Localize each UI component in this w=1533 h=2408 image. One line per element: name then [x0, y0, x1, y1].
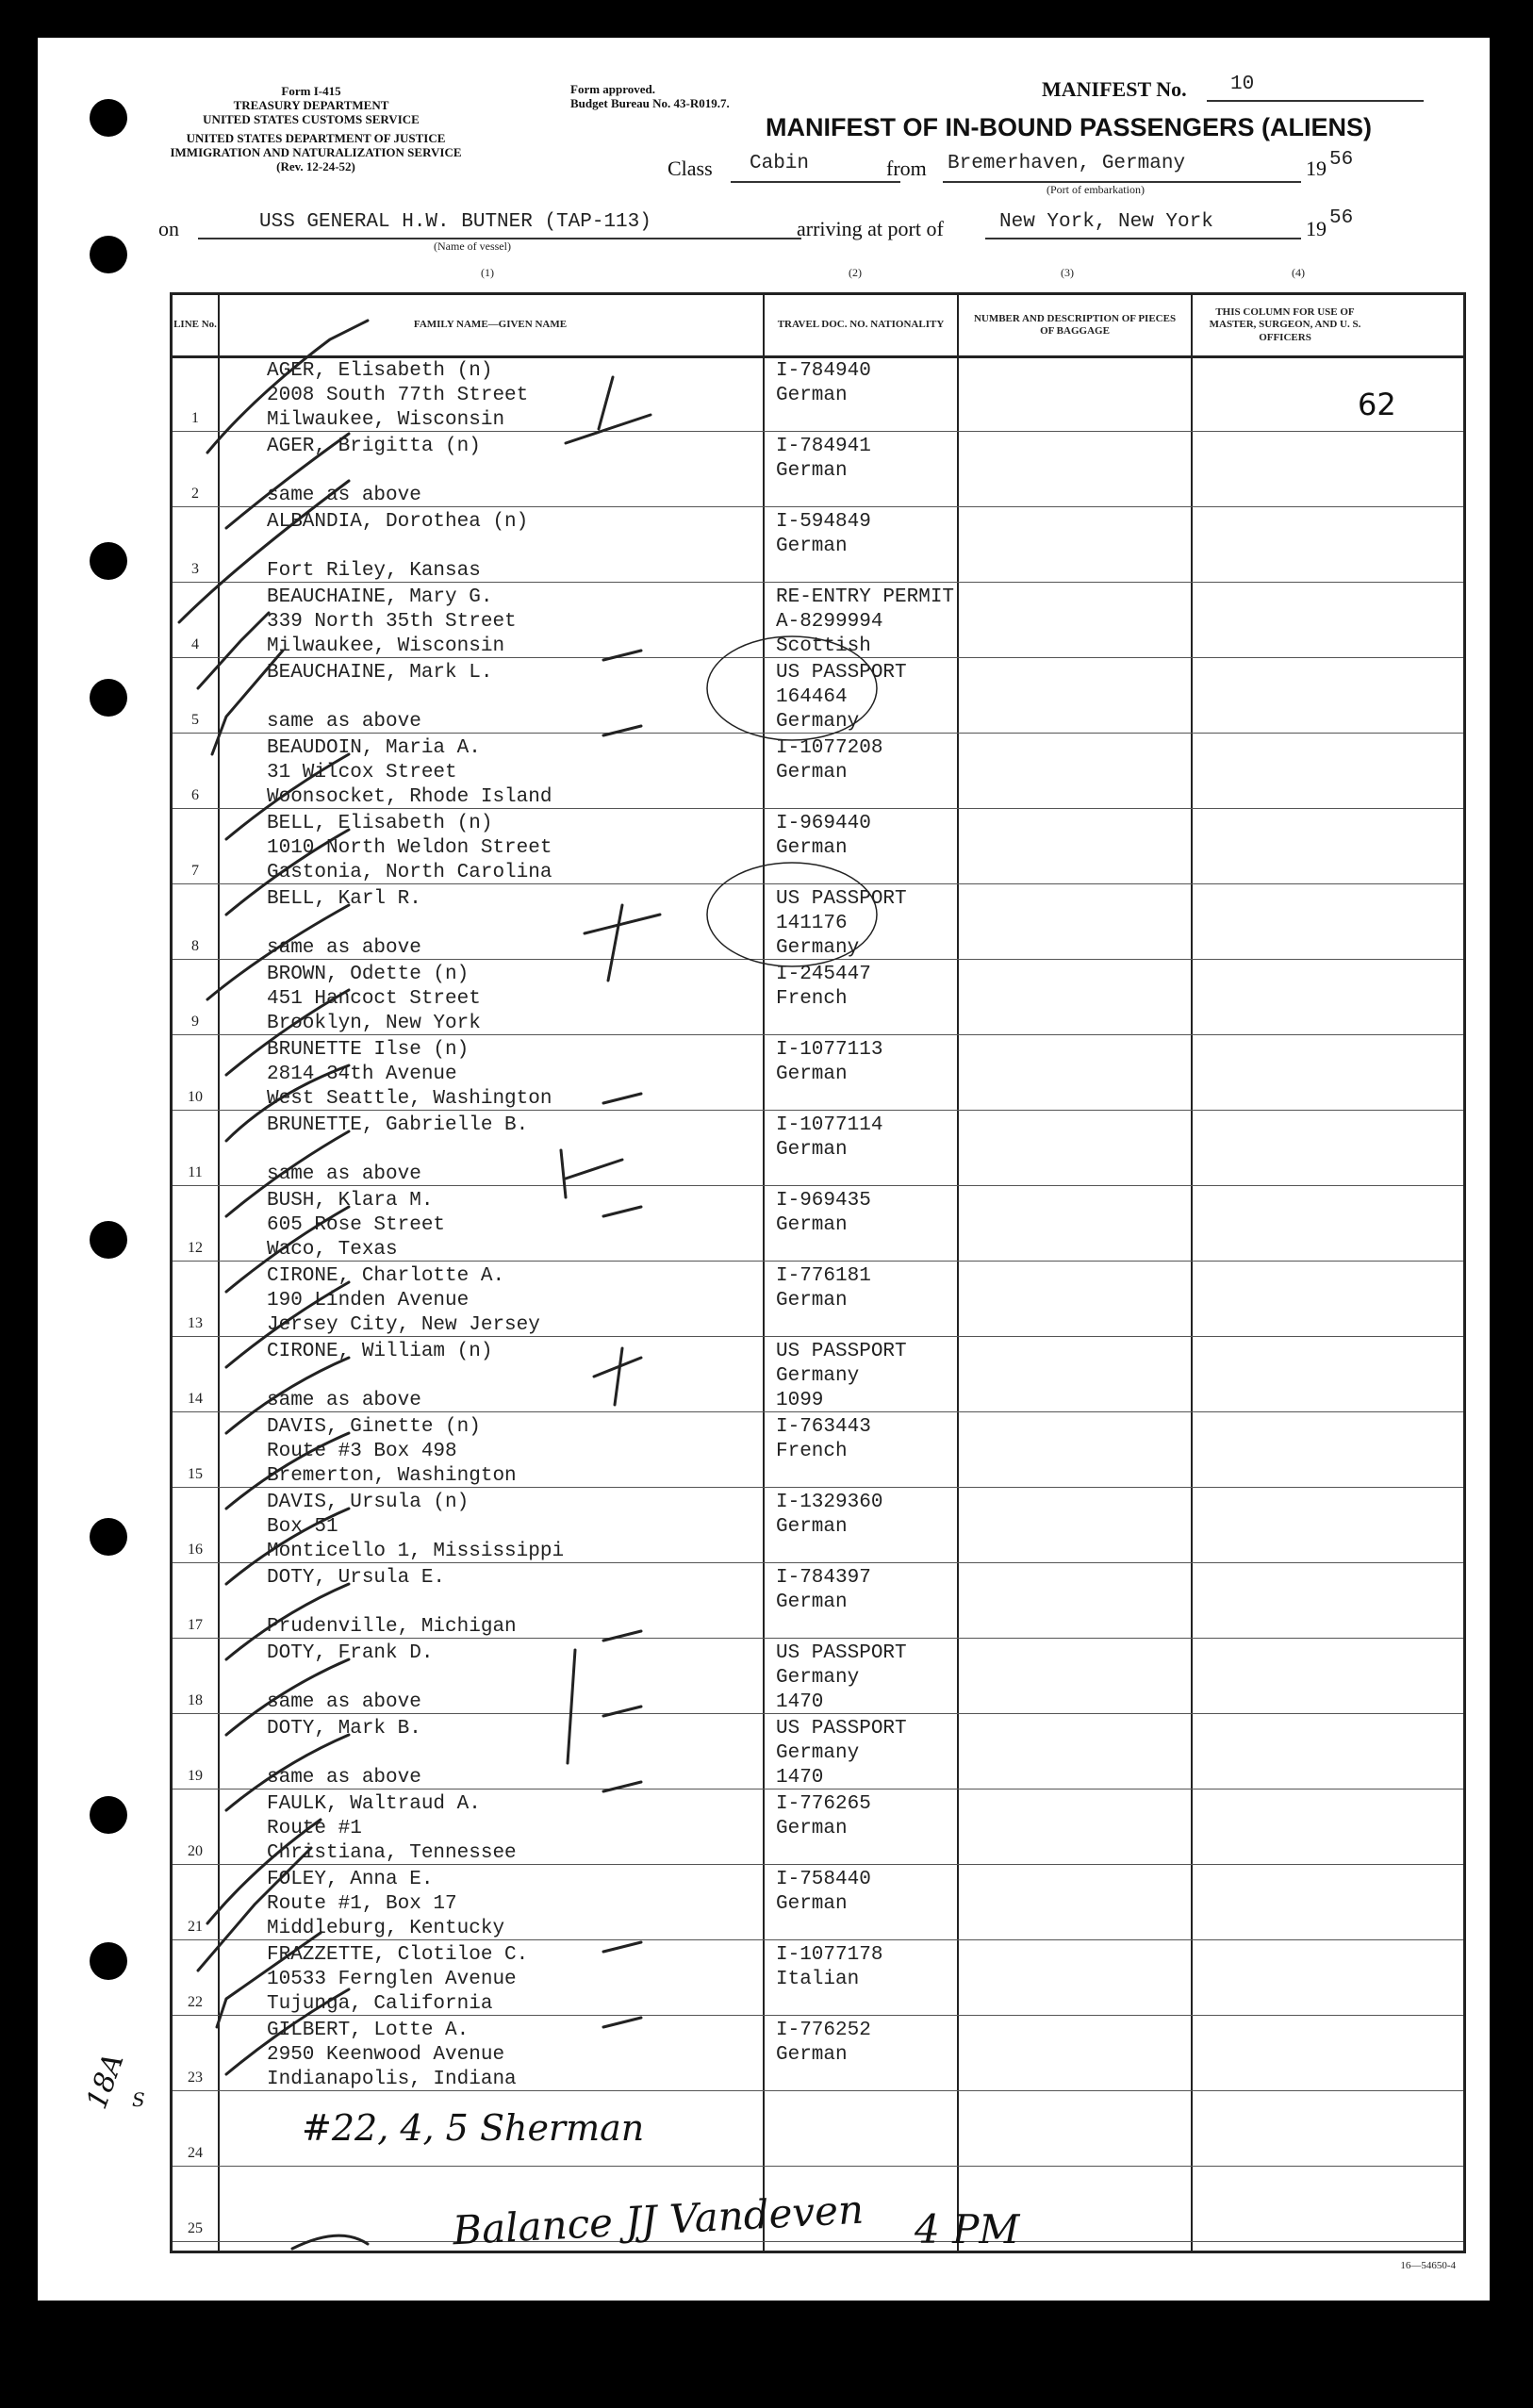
col-number-4: (4) [1292, 266, 1305, 279]
passenger-address: Box 51 [267, 1516, 338, 1538]
travel-doc-line: 164464 [776, 686, 848, 708]
passenger-name: AGER, Brigitta (n) [267, 436, 481, 457]
underline-mark [292, 2235, 368, 2249]
travel-doc-line: German [776, 1516, 848, 1538]
slash-mark-23 [226, 1989, 349, 2074]
travel-doc-line: I-758440 [776, 1869, 871, 1890]
line-number: 11 [188, 1164, 203, 1180]
tick-mark-19 [603, 1782, 641, 1791]
passenger-address: Milwaukee, Wisconsin [267, 635, 505, 657]
passenger-address: same as above [267, 711, 421, 733]
travel-doc-line: German [776, 2044, 848, 2066]
customs-service: UNITED STATES CUSTOMS SERVICE [203, 111, 420, 126]
travel-doc-line: US PASSPORT [776, 888, 907, 910]
line-number: 25 [188, 2220, 203, 2236]
travel-doc-line: Germany [776, 1667, 860, 1689]
passenger-name: CIRONE, Charlotte A. [267, 1265, 505, 1287]
line-number: 17 [188, 1617, 203, 1633]
on-label: on [158, 217, 179, 240]
passenger-address: 10533 Fernglen Avenue [267, 1969, 517, 1990]
bracket-mark-17-19 [568, 1650, 575, 1763]
passenger-address: 605 Rose Street [267, 1214, 446, 1236]
form-number: Form I-415 [281, 84, 341, 98]
travel-doc-line: German [776, 1818, 848, 1839]
passenger-address: 2814 34th Avenue [267, 1064, 457, 1085]
from-label: from [886, 157, 927, 180]
passenger-name: DAVIS, Ginette (n) [267, 1416, 481, 1438]
passenger-address: Tujunga, California [267, 1993, 493, 2015]
passenger-name: BELL, Elisabeth (n) [267, 813, 493, 834]
col-header-travel-doc: TRAVEL DOC. NO. NATIONALITY [777, 319, 945, 331]
travel-doc-line: Italian [776, 1969, 860, 1990]
passenger-address: 451 Hancoct Street [267, 988, 481, 1010]
passenger-address: Jersey City, New Jersey [267, 1314, 540, 1336]
slash-mark-17 [226, 1584, 349, 1659]
travel-doc-line: US PASSPORT [776, 662, 907, 684]
punch-hole [90, 99, 127, 137]
passenger-name: BRUNETTE Ilse (n) [267, 1039, 470, 1061]
slash-mark-13 [226, 1282, 349, 1367]
col-header-line-no: LINE No. [173, 319, 217, 331]
line-number: 13 [188, 1315, 203, 1331]
form-approved: Form approved. [570, 82, 656, 96]
travel-doc-line: I-969435 [776, 1190, 871, 1212]
year-prefix-1: 19 [1306, 157, 1327, 180]
line-number: 24 [188, 2145, 203, 2161]
passenger-address: Milwaukee, Wisconsin [267, 409, 505, 431]
slash-mark-7 [226, 830, 349, 915]
passenger-name: ALBANDIA, Dorothea (n) [267, 511, 529, 533]
passenger-name: BELL, Karl R. [267, 888, 421, 910]
passenger-address: West Seattle, Washington [267, 1088, 552, 1110]
passenger-name: FOLEY, Anna E. [267, 1869, 434, 1890]
punch-hole [90, 679, 127, 717]
line-number: 18 [188, 1692, 203, 1708]
travel-doc-line: German [776, 837, 848, 859]
tick-mark-12 [603, 1207, 641, 1216]
punch-hole [90, 542, 127, 580]
margin-note-s: S [132, 2088, 145, 2111]
travel-doc-line: I-776265 [776, 1793, 871, 1815]
passenger-address: 1010 North Weldon Street [267, 837, 552, 859]
class-label: Class [668, 157, 713, 180]
tick-mark-5 [603, 726, 641, 735]
line-number: 19 [188, 1768, 203, 1784]
slash-mark-12 [226, 1207, 349, 1292]
tick-mark-1 [599, 377, 613, 429]
passenger-address: Gastonia, North Carolina [267, 862, 552, 883]
travel-doc-line: German [776, 1214, 848, 1236]
line-number: 23 [188, 2070, 203, 2086]
passenger-name: BEAUCHAINE, Mary G. [267, 586, 493, 608]
slash-mark-1 [207, 321, 368, 453]
travel-doc-line: A-8299994 [776, 611, 883, 633]
budget-bureau: Budget Bureau No. 43-R019.7. [570, 95, 730, 110]
passenger-address: Route #1, Box 17 [267, 1893, 457, 1915]
travel-doc-line: I-1077178 [776, 1944, 883, 1966]
travel-doc-line: French [776, 988, 848, 1010]
line-number: 21 [188, 1919, 203, 1935]
slash-mark-11 [226, 1131, 349, 1216]
handwritten-line-24: #22, 4, 5 Sherman [302, 2107, 645, 2149]
col-number-2: (2) [849, 266, 862, 279]
travel-doc-line: French [776, 1441, 848, 1462]
travel-doc-line: I-776181 [776, 1265, 871, 1287]
handwritten-signature: Balance JJ Vandeven [452, 2185, 865, 2254]
travel-doc-line: 1470 [776, 1767, 824, 1789]
passenger-address: Fort Riley, Kansas [267, 560, 481, 582]
passenger-address: same as above [267, 1767, 421, 1789]
embark-port: Bremerhaven, Germany [948, 153, 1186, 174]
passenger-address: Prudenville, Michigan [267, 1616, 517, 1638]
passenger-address: Brooklyn, New York [267, 1013, 481, 1034]
travel-doc-line: 1470 [776, 1691, 824, 1713]
manifest-number-label: MANIFEST No. [1042, 77, 1187, 101]
tick-mark-1b [566, 415, 651, 443]
slash-mark-18 [226, 1659, 349, 1735]
travel-doc-line: Scottish [776, 635, 871, 657]
line-number: 9 [191, 1014, 199, 1030]
passenger-address: Waco, Texas [267, 1239, 398, 1261]
tick-mark-10 [603, 1094, 641, 1103]
travel-doc-line: German [776, 762, 848, 783]
slash-mark-20 [207, 1820, 321, 1923]
passenger-address: Indianapolis, Indiana [267, 2069, 517, 2090]
check-mark-4 [198, 613, 269, 688]
travel-doc-line: I-1077114 [776, 1114, 883, 1136]
passenger-name: BROWN, Odette (n) [267, 964, 470, 985]
passenger-address: Route #1 [267, 1818, 362, 1839]
travel-doc-line: German [776, 1064, 848, 1085]
slash-mark-2 [226, 434, 349, 528]
passenger-address: 2008 South 77th Street [267, 385, 529, 406]
passenger-name: FAULK, Waltraud A. [267, 1793, 481, 1815]
manifest-sheet [38, 38, 1490, 2301]
tick-mark-21 [603, 1942, 641, 1952]
passenger-address: same as above [267, 1163, 421, 1185]
travel-doc-line: US PASSPORT [776, 1718, 907, 1740]
passenger-address: Monticello 1, Mississippi [267, 1541, 565, 1562]
passenger-name: CIRONE, William (n) [267, 1341, 493, 1362]
arrival-port: New York, New York [999, 211, 1213, 233]
passenger-name: DAVIS, Ursula (n) [267, 1492, 470, 1513]
passenger-name: BEAUCHAINE, Mark L. [267, 662, 493, 684]
line-number: 7 [191, 863, 199, 879]
passenger-name: FRAZZETTE, Clotiloe C. [267, 1944, 529, 1966]
travel-doc-line: German [776, 1139, 848, 1161]
handwritten-time: 4 PM [915, 2206, 1020, 2252]
travel-doc-line: German [776, 1893, 848, 1915]
year-prefix-2: 19 [1306, 217, 1327, 240]
punch-hole [90, 1796, 127, 1834]
line-number: 4 [191, 636, 199, 652]
officer-count: 62 [1358, 387, 1396, 422]
circle-mark-8 [707, 863, 877, 966]
tick-mark-18 [603, 1707, 641, 1716]
passenger-address: 339 North 35th Street [267, 611, 517, 633]
passenger-address: same as above [267, 485, 421, 506]
arriving-label: arriving at port of [797, 217, 944, 240]
line-number: 6 [191, 787, 199, 803]
travel-doc-line: Germany [776, 1365, 860, 1387]
check-mark-5 [212, 651, 283, 754]
travel-doc-line: US PASSPORT [776, 1341, 907, 1362]
passenger-name: BRUNETTE, Gabrielle B. [267, 1114, 529, 1136]
line-number: 10 [188, 1089, 203, 1105]
travel-doc-line: 141176 [776, 913, 848, 934]
slash-mark-3 [179, 481, 349, 622]
passenger-address: Woonsocket, Rhode Island [267, 786, 552, 808]
tick-mark-7 [608, 905, 622, 981]
travel-doc-line: German [776, 536, 848, 557]
travel-doc-line: I-784940 [776, 360, 871, 382]
slash-mark-9 [226, 990, 349, 1075]
manifest-title: MANIFEST OF IN-BOUND PASSENGERS (ALIENS) [766, 113, 1373, 141]
passenger-name: DOTY, Frank D. [267, 1642, 434, 1664]
slash-mark-14 [226, 1358, 349, 1433]
punch-hole [90, 236, 127, 273]
travel-doc-line: Germany [776, 937, 860, 959]
tick-mark-22 [603, 2018, 641, 2027]
travel-doc-line: I-1077113 [776, 1039, 883, 1061]
travel-doc-line: Germany [776, 711, 860, 733]
passenger-address: 2950 Keenwood Avenue [267, 2044, 505, 2066]
slash-mark-15 [226, 1433, 349, 1509]
slash-mark-8 [207, 905, 349, 999]
tick-mark-4 [603, 651, 641, 660]
travel-doc-line: German [776, 1290, 848, 1311]
travel-doc-line: I-1329360 [776, 1492, 883, 1513]
col-header-name: FAMILY NAME—GIVEN NAME [413, 319, 568, 331]
line-number: 20 [188, 1843, 203, 1859]
travel-doc-line: I-763443 [776, 1416, 871, 1438]
manifest-number: 10 [1230, 74, 1255, 95]
slash-mark-19 [226, 1735, 349, 1810]
check-mark-22 [217, 1933, 321, 2027]
class-value: Cabin [750, 153, 810, 174]
passenger-name: DOTY, Ursula E. [267, 1567, 446, 1589]
travel-doc-line: I-245447 [776, 964, 871, 985]
year-value-2: 56 [1329, 207, 1354, 229]
passenger-address: same as above [267, 1691, 421, 1713]
col-number-3: (3) [1061, 266, 1074, 279]
vessel-name: USS GENERAL H.W. BUTNER (TAP-113) [259, 211, 651, 233]
travel-doc-line: German [776, 460, 848, 482]
slash-mark-6 [226, 754, 349, 839]
vessel-note: (Name of vessel) [434, 239, 511, 253]
travel-doc-line: RE-ENTRY PERMIT [776, 586, 955, 608]
passenger-address: Bremerton, Washington [267, 1465, 517, 1487]
line-number: 22 [188, 1994, 203, 2010]
passenger-address: same as above [267, 937, 421, 959]
line-number: 14 [188, 1391, 203, 1407]
revision-date: (Rev. 12-24-52) [276, 158, 355, 173]
col-number-1: (1) [481, 266, 494, 279]
col-header-baggage: NUMBER AND DESCRIPTION OF PIECES OF BAGGAGE [973, 312, 1177, 337]
passenger-address: 190 Linden Avenue [267, 1290, 470, 1311]
travel-doc-line: German [776, 385, 848, 406]
passenger-address: same as above [267, 1390, 421, 1411]
line-number: 2 [191, 486, 199, 502]
passenger-address: 31 Wilcox Street [267, 762, 457, 783]
travel-doc-line: I-776252 [776, 2020, 871, 2041]
margin-note-18a: 18A [80, 2049, 131, 2114]
passenger-name: BUSH, Klara M. [267, 1190, 434, 1212]
travel-doc-line: German [776, 1592, 848, 1613]
line-number: 5 [191, 712, 199, 728]
col-header-officers: THIS COLUMN FOR USE OF MASTER, SURGEON, AND U. S. OFFICERS [1209, 306, 1361, 343]
travel-doc-line: Germany [776, 1742, 860, 1764]
passenger-name: BEAUDOIN, Maria A. [267, 737, 481, 759]
passenger-name: GILBERT, Lotte A. [267, 2020, 470, 2041]
justice-department: UNITED STATES DEPARTMENT OF JUSTICE [186, 131, 446, 145]
punch-hole [90, 1221, 127, 1259]
punch-hole [90, 1942, 127, 1980]
tick-mark-7b [585, 915, 660, 933]
tick-mark-11 [561, 1150, 622, 1197]
line-number: 16 [188, 1542, 203, 1558]
travel-doc-line: I-969440 [776, 813, 871, 834]
travel-doc-line: 1099 [776, 1390, 824, 1411]
handwritten-marks [38, 38, 1490, 2301]
line-number: 3 [191, 561, 199, 577]
line-number: 12 [188, 1240, 203, 1256]
travel-doc-line: I-1077208 [776, 737, 883, 759]
passenger-address: Middleburg, Kentucky [267, 1918, 505, 1939]
slash-mark-10 [226, 1065, 349, 1141]
passenger-name: AGER, Elisabeth (n) [267, 360, 493, 382]
footer-code: 16—54650-4 [1400, 2260, 1456, 2271]
travel-doc-line: I-784941 [776, 436, 871, 457]
travel-doc-line: I-594849 [776, 511, 871, 533]
tick-mark-17 [603, 1631, 641, 1641]
passenger-name: DOTY, Mark B. [267, 1718, 421, 1740]
line-number: 1 [191, 410, 199, 426]
line-number: 15 [188, 1466, 203, 1482]
travel-doc-line: US PASSPORT [776, 1642, 907, 1664]
ins-agency: IMMIGRATION AND NATURALIZATION SERVICE [170, 144, 462, 159]
punch-hole [90, 1518, 127, 1556]
passenger-address: Route #3 Box 498 [267, 1441, 457, 1462]
year-value-1: 56 [1329, 149, 1354, 171]
passenger-address: Christiana, Tennessee [267, 1842, 517, 1864]
embark-note: (Port of embarkation) [1047, 183, 1145, 196]
line-number: 8 [191, 938, 199, 954]
treasury-department: TREASURY DEPARTMENT [233, 97, 389, 112]
travel-doc-line: I-784397 [776, 1567, 871, 1589]
tick-mark-13 [594, 1348, 641, 1405]
circle-mark-5 [707, 636, 877, 740]
slash-mark-16 [226, 1509, 349, 1584]
